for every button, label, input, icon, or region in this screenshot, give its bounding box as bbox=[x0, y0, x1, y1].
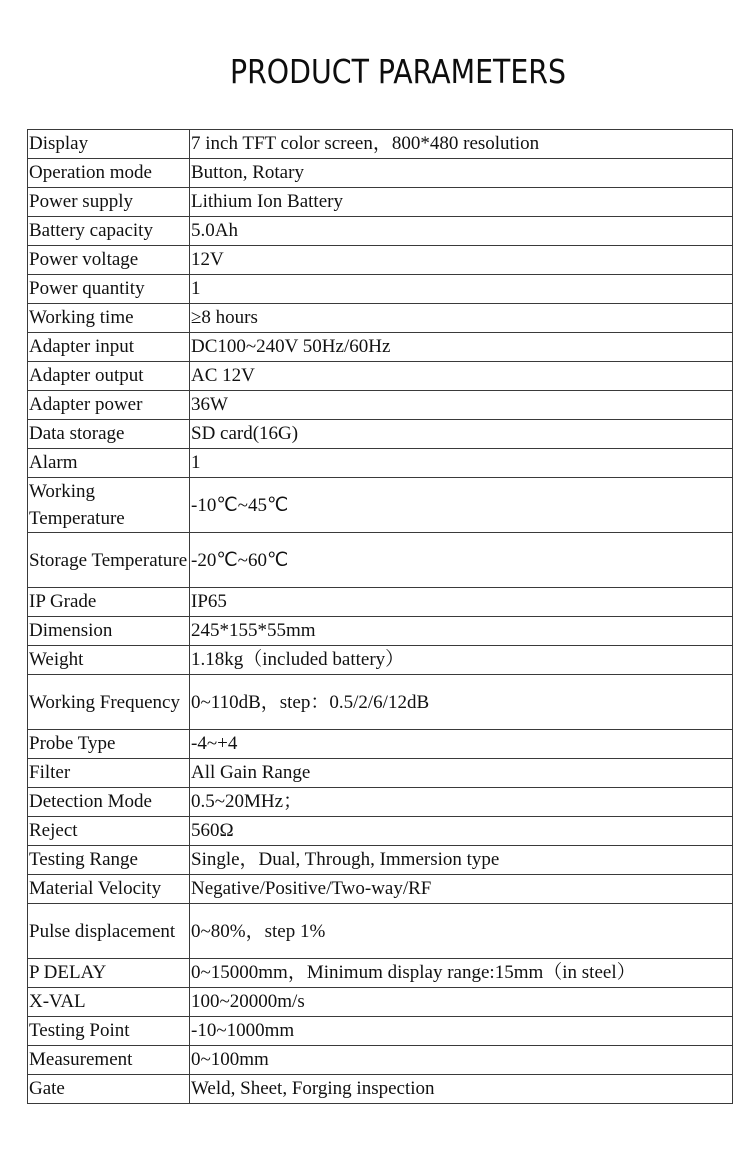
param-value: SD card(16G) bbox=[190, 420, 733, 449]
param-label: Testing Range bbox=[28, 846, 190, 875]
param-label: X-VAL bbox=[28, 988, 190, 1017]
table-row bbox=[28, 730, 733, 759]
table-row bbox=[28, 1075, 733, 1104]
param-label: Power quantity bbox=[28, 275, 190, 304]
param-label: Battery capacity bbox=[28, 217, 190, 246]
table-row bbox=[28, 846, 733, 875]
table-row bbox=[28, 246, 733, 275]
param-label: Storage Temperature bbox=[28, 533, 190, 588]
param-label: IP Grade bbox=[28, 588, 190, 617]
param-value: 1 bbox=[190, 275, 733, 304]
param-label: Power voltage bbox=[28, 246, 190, 275]
table-row bbox=[28, 533, 733, 588]
param-label: Detection Mode bbox=[28, 788, 190, 817]
table-row bbox=[28, 362, 733, 391]
table-row bbox=[28, 304, 733, 333]
param-value: 0.5~20MHz； bbox=[190, 788, 733, 817]
table-row bbox=[28, 130, 733, 159]
param-label: Testing Point bbox=[28, 1017, 190, 1046]
param-value: 0~110dB，step：0.5/2/6/12dB bbox=[190, 675, 733, 730]
table-row bbox=[28, 588, 733, 617]
param-label: Operation mode bbox=[28, 159, 190, 188]
table-row bbox=[28, 988, 733, 1017]
param-label: Power supply bbox=[28, 188, 190, 217]
table-row bbox=[28, 391, 733, 420]
table-row bbox=[28, 875, 733, 904]
param-value: Single，Dual, Through, Immersion type bbox=[190, 846, 733, 875]
param-value: 5.0Ah bbox=[190, 217, 733, 246]
table-row bbox=[28, 449, 733, 478]
param-label: P DELAY bbox=[28, 959, 190, 988]
param-value: 0~80%，step 1% bbox=[190, 904, 733, 959]
param-label: Display bbox=[28, 130, 190, 159]
parameters-table bbox=[27, 129, 733, 1104]
table-row bbox=[28, 617, 733, 646]
param-label: Working Temperature bbox=[28, 478, 190, 533]
param-value: 1.18kg（included battery） bbox=[190, 646, 733, 675]
param-value: Negative/Positive/Two-way/RF bbox=[190, 875, 733, 904]
param-value: 7 inch TFT color screen，800*480 resolution bbox=[190, 130, 733, 159]
param-value: DC100~240V 50Hz/60Hz bbox=[190, 333, 733, 362]
param-value: Lithium Ion Battery bbox=[190, 188, 733, 217]
table-row bbox=[28, 675, 733, 730]
param-label: Adapter output bbox=[28, 362, 190, 391]
param-label: Pulse displacement bbox=[28, 904, 190, 959]
param-value: 0~100mm bbox=[190, 1046, 733, 1075]
table-row bbox=[28, 188, 733, 217]
param-label: Alarm bbox=[28, 449, 190, 478]
table-row bbox=[28, 788, 733, 817]
param-value: 12V bbox=[190, 246, 733, 275]
param-value: 245*155*55mm bbox=[190, 617, 733, 646]
param-label: Filter bbox=[28, 759, 190, 788]
table-row bbox=[28, 1017, 733, 1046]
param-value: IP65 bbox=[190, 588, 733, 617]
table-row bbox=[28, 759, 733, 788]
param-label: Working time bbox=[28, 304, 190, 333]
table-row bbox=[28, 420, 733, 449]
param-label: Adapter power bbox=[28, 391, 190, 420]
page-title: PRODUCT PARAMETERS bbox=[229, 52, 567, 91]
table-row bbox=[28, 478, 733, 533]
table-row bbox=[28, 904, 733, 959]
param-label: Reject bbox=[28, 817, 190, 846]
param-label: Dimension bbox=[28, 617, 190, 646]
param-value: Button, Rotary bbox=[190, 159, 733, 188]
table-row bbox=[28, 959, 733, 988]
param-value: -10℃~45℃ bbox=[190, 478, 733, 533]
param-value: ≥8 hours bbox=[190, 304, 733, 333]
param-label: Measurement bbox=[28, 1046, 190, 1075]
param-value: AC 12V bbox=[190, 362, 733, 391]
table-row bbox=[28, 1046, 733, 1075]
param-label: Weight bbox=[28, 646, 190, 675]
param-label: Material Velocity bbox=[28, 875, 190, 904]
param-value: All Gain Range bbox=[190, 759, 733, 788]
param-value: -4~+4 bbox=[190, 730, 733, 759]
param-label: Data storage bbox=[28, 420, 190, 449]
param-value: 1 bbox=[190, 449, 733, 478]
table-row bbox=[28, 646, 733, 675]
param-value: 100~20000m/s bbox=[190, 988, 733, 1017]
table-row bbox=[28, 817, 733, 846]
param-value: -20℃~60℃ bbox=[190, 533, 733, 588]
table-row bbox=[28, 275, 733, 304]
param-label: Probe Type bbox=[28, 730, 190, 759]
param-label: Adapter input bbox=[28, 333, 190, 362]
param-value: Weld, Sheet, Forging inspection bbox=[190, 1075, 733, 1104]
param-value: 36W bbox=[190, 391, 733, 420]
table-row bbox=[28, 159, 733, 188]
table-row bbox=[28, 217, 733, 246]
table-row bbox=[28, 333, 733, 362]
param-value: -10~1000mm bbox=[190, 1017, 733, 1046]
param-label: Gate bbox=[28, 1075, 190, 1104]
param-label: Working Frequency bbox=[28, 675, 190, 730]
param-value: 560Ω bbox=[190, 817, 733, 846]
param-value: 0~15000mm，Minimum display range:15mm（in steel） bbox=[190, 959, 733, 988]
